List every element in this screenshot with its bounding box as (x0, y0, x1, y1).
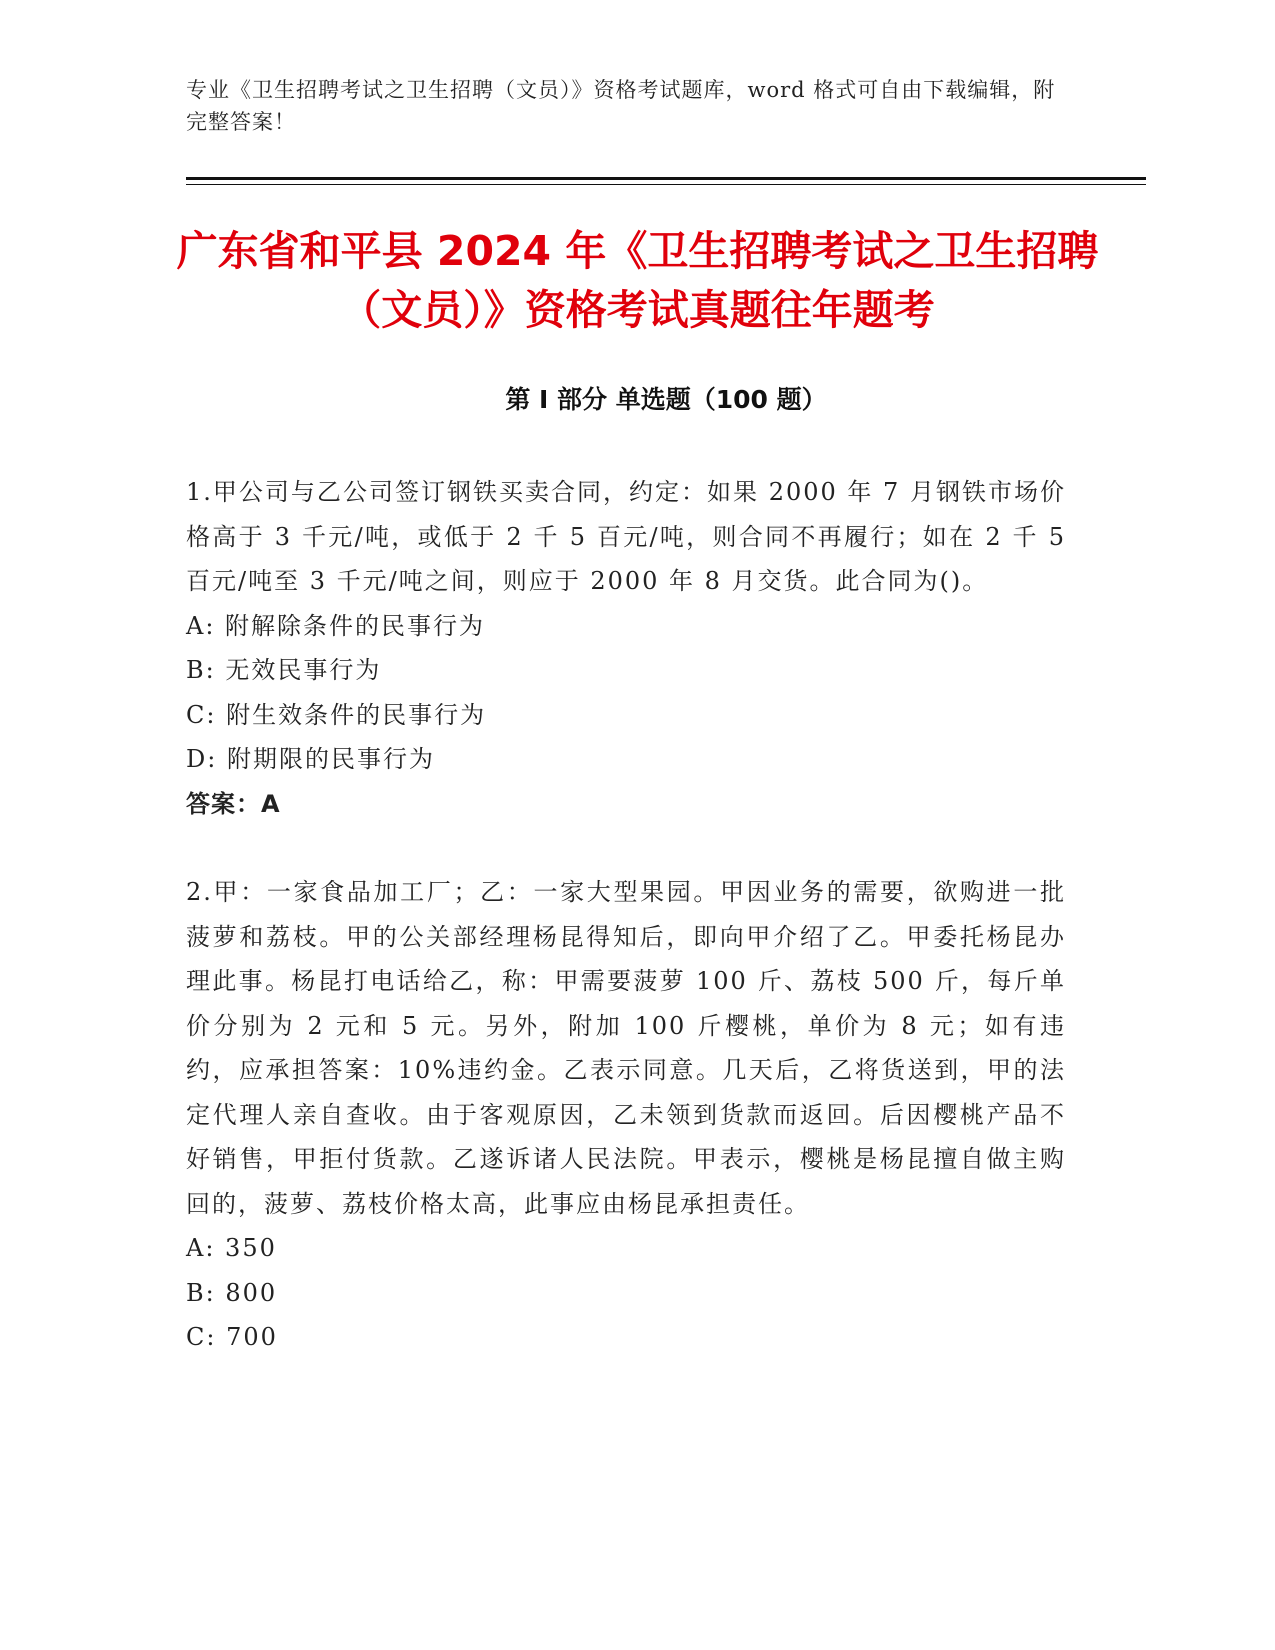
option-c: C: 700 (186, 1323, 278, 1351)
option-a: A: 附解除条件的民事行为 (186, 611, 486, 640)
section-heading: 第 I 部分 单选题（100 题） (505, 385, 827, 414)
question-1 (186, 470, 1066, 826)
header-note: 专业《卫生招聘考试之卫生招聘（文员）》资格考试题库，word 格式可自由下载编辑，附完整答案！ (186, 78, 1056, 134)
option-b: B: 800 (186, 1278, 278, 1307)
option-b: B: 无效民事行为 (186, 656, 382, 684)
question-stem: 2.甲：一家食品加工厂；乙：一家大型果园。甲因业务的需要，欲购进一批菠萝和荔枝。甲的公关部经理杨昆得知后，即向甲介绍了乙。甲委托杨昆办理此事。杨昆打电话给乙，称：甲需要菠萝 100 斤、荔枝 500 斤，每斤单价分别为 2 元和 5 元。另外，附加 100 斤樱桃，单价为 8 元；如有违约，应承担答案：10%违约金。乙表示同意。几天后，乙将货送到，甲的法定代理人亲自查收。由于客观原因，乙未领到货款而返回。后因樱桃产品不好销售，甲拒付货款。乙遂诉诸人民法院。甲表示，樱桃是杨昆擅自做主购回的，菠萝、荔枝价格太高，此事应由杨昆承担责任。 (186, 878, 1066, 1218)
header-divider-thick (186, 177, 1146, 180)
option-c: C: 附生效条件的民事行为 (186, 700, 487, 729)
question-2 (186, 870, 1066, 1360)
document-title: 广东省和平县 2024 年《卫生招聘考试之卫生招聘（文员）》资格考试真题往年题考 (176, 227, 1099, 334)
option-d: D: 附期限的民事行为 (186, 745, 435, 773)
header-divider-thin (186, 184, 1146, 185)
question-stem: 1.甲公司与乙公司签订钢铁买卖合同，约定：如果 2000 年 7 月钢铁市场价格高于 3 千元/吨，或低于 2 千 5 百元/吨，则合同不再履行；如在 2 千 5 百元/吨至 3 千元/吨之间，则应于 2000 年 8 月交货。此合同为()。 (186, 478, 1066, 595)
option-a: A: 350 (186, 1234, 277, 1262)
answer-line: 答案：A (186, 789, 281, 818)
question-list (186, 470, 1066, 1404)
